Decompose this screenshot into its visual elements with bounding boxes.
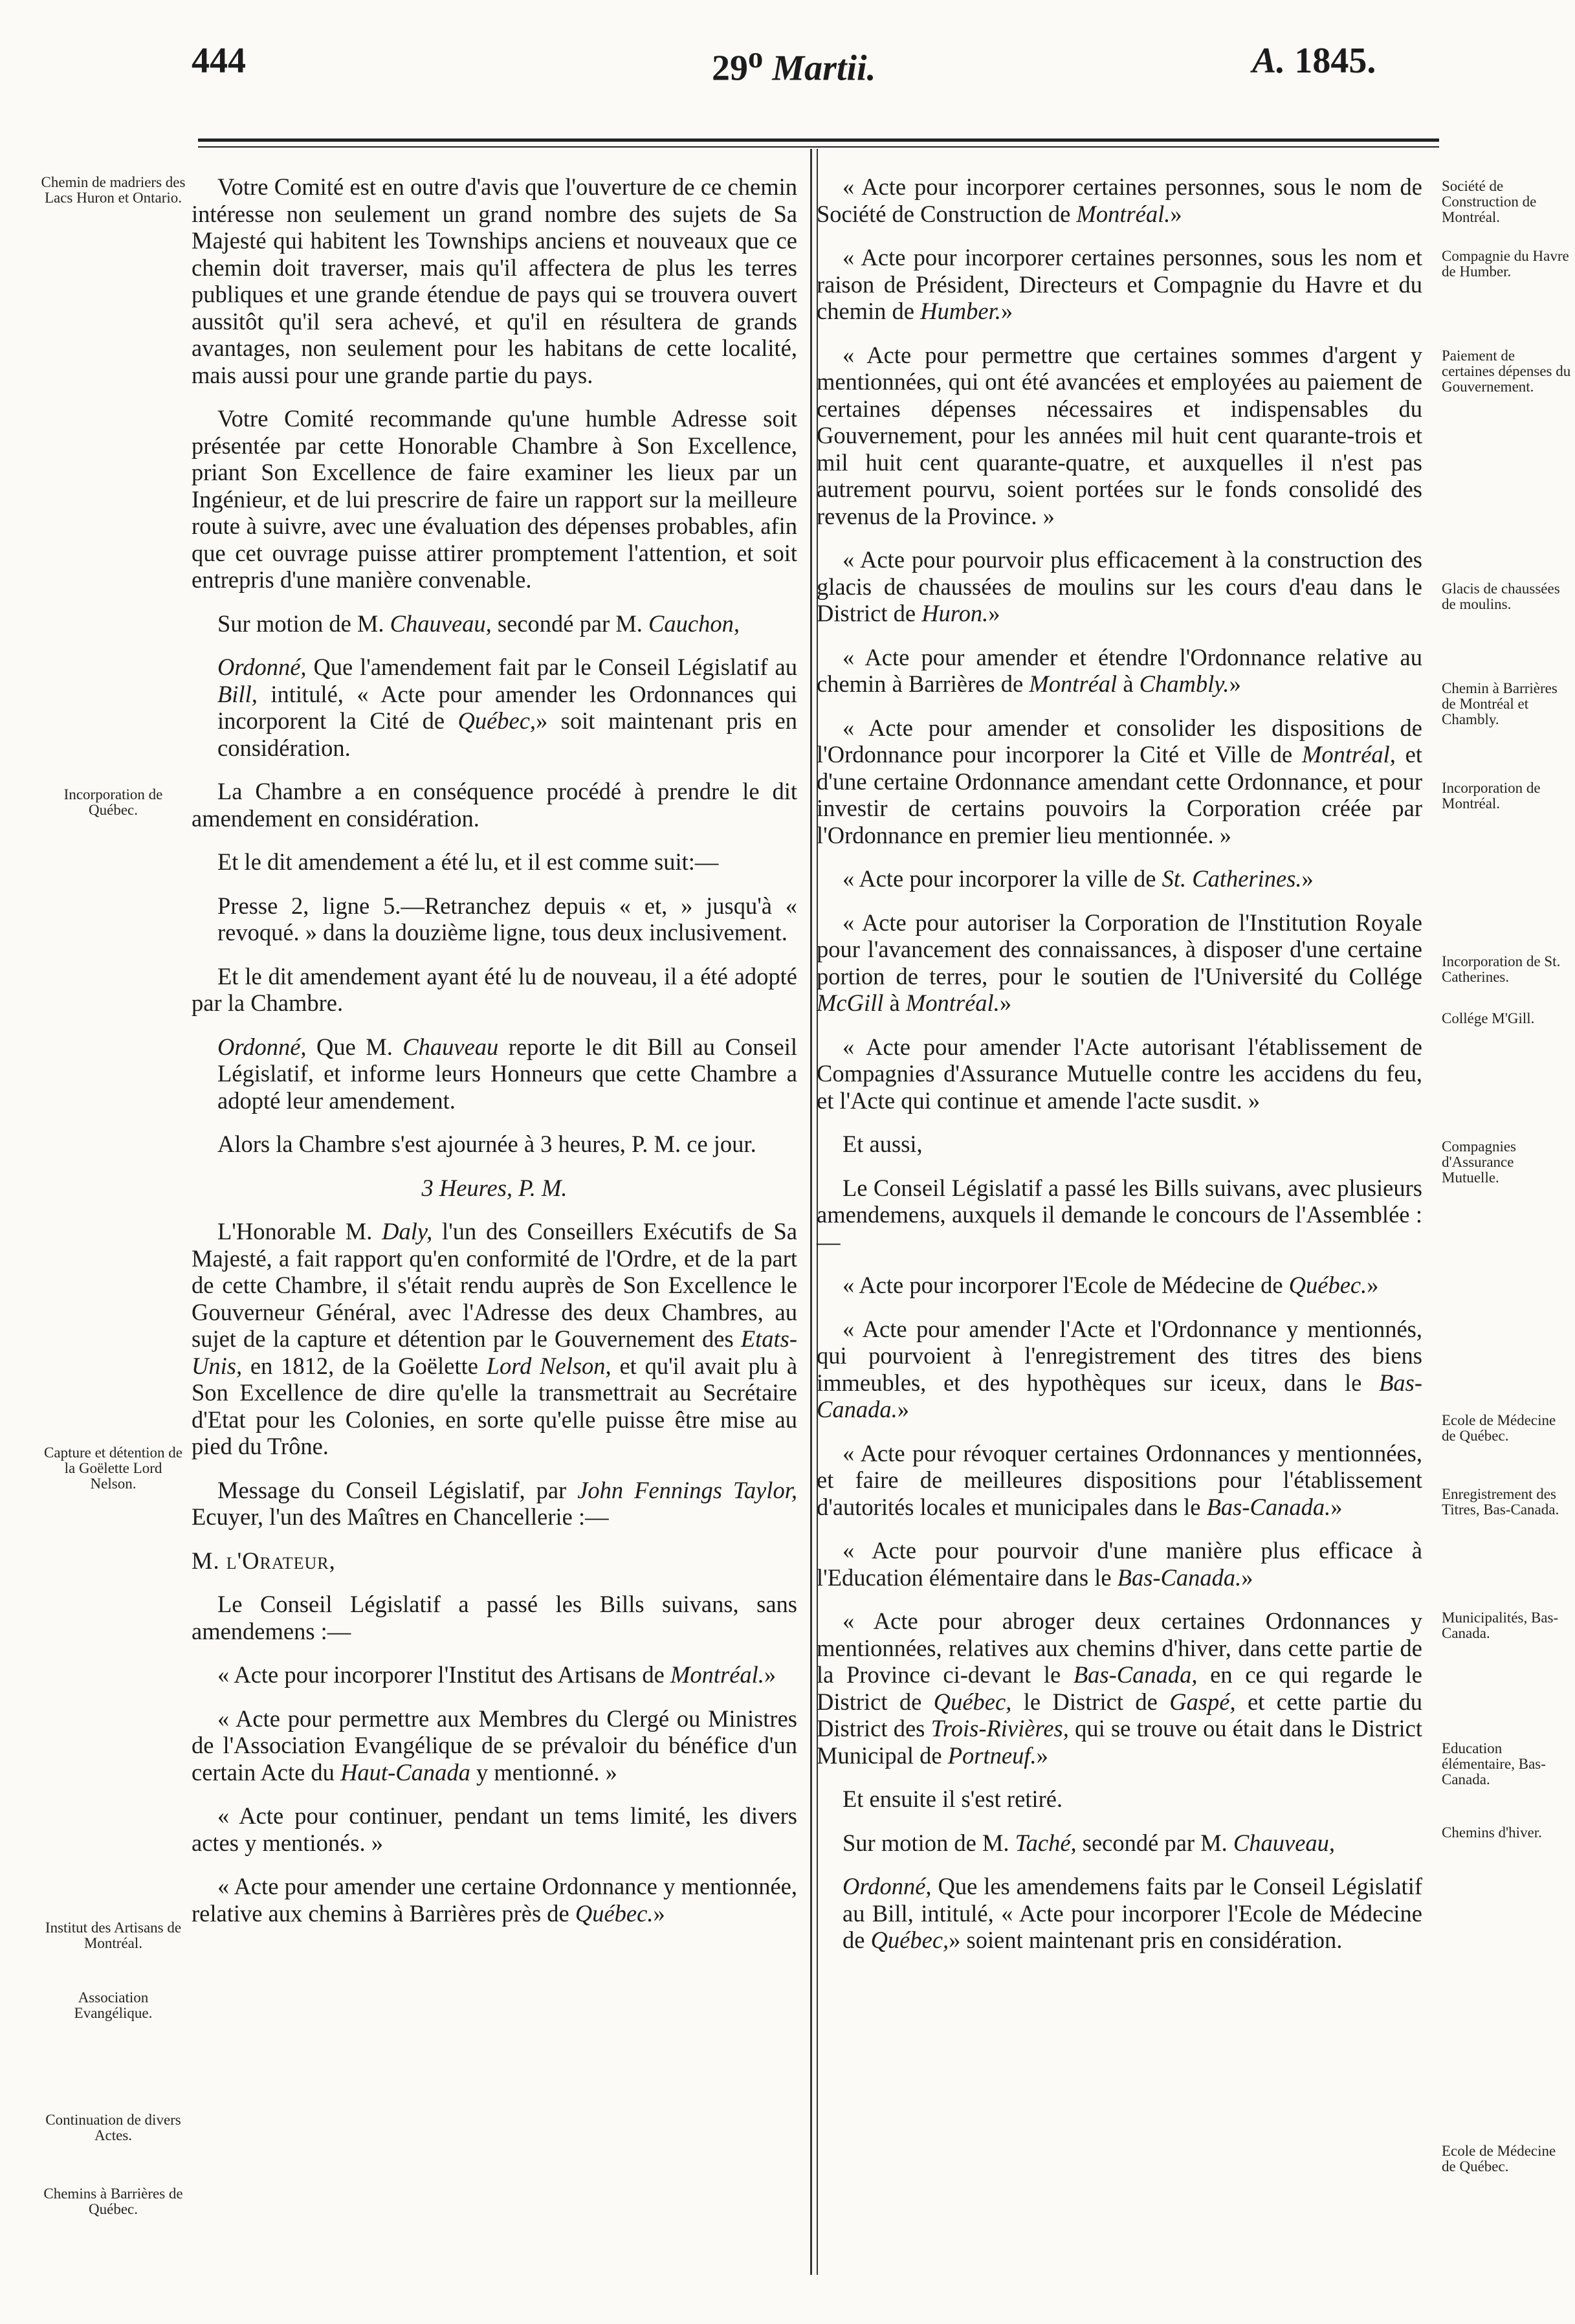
paragraph: [192, 1477, 797, 1531]
paragraph: La Chambre a en conséquence procédé à prendre le dit amendement en considération.: [192, 778, 797, 832]
right-margin-note: Glacis de chaussées de moulins.: [1442, 581, 1560, 612]
text: à: [889, 990, 900, 1016]
person-name: Daly,: [382, 1218, 433, 1245]
text: « Acte pour incorporer la ville de: [843, 865, 1156, 892]
text: « Acte pour incorporer l'Institut des Artisans de: [217, 1661, 665, 1688]
place-name: Bas-Canada.: [1117, 1564, 1242, 1591]
text: Sur motion de M.: [217, 610, 384, 637]
paragraph: Et aussi,: [843, 1131, 923, 1157]
text: « Acte pour abroger deux certaines Ordonnances y mentionnées, relatives aux chemins d'hiver, dans cette partie de la Province ci-devant le: [817, 1608, 1422, 1688]
bill-item: « Acte pour continuer, pendant un tems limité, les divers actes y mentionés. »: [192, 1802, 797, 1856]
heading-text: 3 Heures, P. M.: [421, 1174, 567, 1201]
text: Ecuyer, l'un des Maîtres en Chancellerie :—: [192, 1503, 609, 1530]
place-name: Québec.: [575, 1899, 654, 1927]
right-margin-note: Enregistrement des Titres, Bas-Canada.: [1442, 1486, 1559, 1518]
person-name: Chauveau: [402, 1033, 499, 1060]
paragraph: Et ensuite il s'est retiré.: [843, 1786, 1063, 1812]
bill-item: [817, 1608, 1422, 1769]
date-month: Martii.: [772, 48, 876, 89]
paragraph: [192, 610, 797, 637]
order-label: Ordonné,: [843, 1873, 932, 1899]
bill-item: [817, 546, 1422, 627]
text: l'un des Conseillers Exécutifs de Sa Majesté, a fait rapport qu'en conformité de l'Ordre, et de la part de cette Chambre, il s'était rendu auprès de Son Excellence le Gouverneur Général, avec l'Adresse des deux Chambres, au sujet de la capture et détention par le Gouvernement des: [192, 1218, 798, 1352]
place-name: Québec,: [870, 1927, 949, 1953]
text: « Acte pour pourvoir plus efficacement à la construction des glacis de chaussées de moulins sur les cours d'eau dans le District de: [817, 546, 1422, 626]
place-name: Québec.: [1288, 1272, 1367, 1298]
place-name: Montréal.: [905, 990, 1000, 1016]
ship-name: Lord Nelson,: [486, 1352, 611, 1379]
place-name: Gaspé,: [1169, 1688, 1236, 1715]
bill-item: [817, 865, 1422, 892]
column-divider: [810, 149, 812, 2275]
text: »: [1241, 1564, 1253, 1591]
right-margin-note: Education élémentaire, Bas-Canada.: [1442, 1740, 1546, 1787]
place-name: Etats-Unis,: [192, 1325, 797, 1379]
text: L'Honorable M.: [217, 1218, 373, 1245]
text: et cette partie du District des: [817, 1688, 1423, 1742]
amendment-text: Presse 2, ligne 5.—Retranchez depuis « et, » jusqu'à « revoqué. » dans la douzième ligne, tous deux inclusivement.: [217, 892, 797, 946]
right-margin-note: Chemins d'hiver.: [1442, 1824, 1542, 1841]
paragraph: Et le dit amendement ayant été lu de nouveau, il a été adopté par la Chambre.: [192, 962, 797, 1016]
text: Que l'amendement fait par le Conseil Législatif au: [313, 654, 798, 680]
text: « Acte pour amender une certaine Ordonnance y mentionnée, relative aux chemins à Barrières près de: [192, 1873, 797, 1927]
left-margin-note: Association Evangélique.: [74, 1989, 153, 2021]
text: à: [1123, 670, 1134, 697]
paragraph: Votre Comité recommande qu'une humble Adresse soit présentée par cette Honorable Chambre à Son Excellence, priant Son Excellence de faire examiner les lieux par un Ingénieur, et de lui prescrire de faire un rapport sur la meilleure route à suivre, avec une évaluation des dépenses probables, afin que cet ouvrage puisse attirer promptement l'attention, et soit entrepris d'une manière convenable.: [192, 405, 797, 593]
text: reporte le dit Bill au Conseil Législatif, et informe leurs Honneurs que cette Chambre a adopté leur amendement.: [217, 1033, 797, 1114]
place-name: Québec,: [933, 1688, 1012, 1715]
text: et qu'il avait plu à Son Excellence de dire qu'elle la transmettrait au Secrétaire d'Etat pour les Colonies, en sorte qu'elle puisse être mise au pied du Trône.: [192, 1352, 798, 1459]
text: »: [897, 1396, 909, 1422]
text: »: [1170, 200, 1182, 227]
place-name: Bas-Canada.: [817, 1369, 1423, 1422]
text: « Acte pour amender et consolider les dispositions de l'Ordonnance pour incorporer la Cité et Ville de: [817, 714, 1422, 768]
text: » soient maintenant pris en considération.: [949, 1927, 1343, 1953]
paragraph: [192, 1218, 797, 1460]
text: « Acte pour incorporer l'Ecole de Médecine de: [843, 1272, 1283, 1298]
place-name: Portneuf.: [947, 1742, 1037, 1769]
text: »: [1229, 670, 1241, 697]
text: »: [1330, 1493, 1343, 1520]
paragraph: [817, 1830, 1422, 1857]
place-name: Bas-Canada,: [1073, 1661, 1198, 1688]
text: »: [653, 1899, 665, 1927]
right-margin-note: Chemin à Barrières de Montréal et Chambly.: [1442, 680, 1558, 727]
bill-item: « Acte pour permettre que certaines sommes d'argent y mentionnées, qui ont été avancées et employées au paiement de certaines dépenses nécessaires et indispensables du Gouvernement, pour les années mil huit cent quarante-trois et mil huit cent quarante-quatre, et auxquelles il n'est pas autrement pourvu, soient portées sur le fonds consolidé des revenus de la Province. »: [817, 341, 1422, 529]
text: « Acte pour pourvoir d'une manière plus efficace à l'Education élémentaire dans le: [817, 1537, 1422, 1591]
date-ordinal: o: [748, 41, 764, 74]
text: en ce qui regarde le District de: [817, 1661, 1422, 1715]
page-header: [0, 40, 1575, 92]
right-margin-note: Incorporation de Montréal.: [1442, 780, 1541, 812]
right-margin-note: Collége M'Gill.: [1442, 1010, 1535, 1026]
place-name: Trois-Rivières,: [931, 1715, 1069, 1742]
bill-item: [817, 1440, 1422, 1521]
text: »: [999, 990, 1012, 1016]
header-rule-thin: [198, 146, 1439, 148]
left-margin-note: Chemin de madriers des Lacs Huron et Ontario.: [41, 174, 186, 206]
bill-item: [817, 1272, 1422, 1299]
text: en 1812, de la Goëlette: [250, 1352, 478, 1379]
text: »: [1301, 865, 1314, 892]
right-margin-note: Compagnie du Havre de Humber.: [1442, 248, 1569, 280]
text: « Acte pour amender et étendre l'Ordonnance relative au chemin à Barrières de: [817, 643, 1422, 697]
bill-item: [192, 1705, 797, 1786]
right-margin-note: Ecole de Médecine de Québec.: [1442, 1412, 1556, 1444]
order-label: Ordonné,: [217, 654, 307, 680]
person-name: John Fennings Taylor,: [577, 1476, 797, 1503]
text: « Acte pour permettre aux Membres du Clergé ou Ministres de l'Association Evangélique de se prévaloir du bénéfice d'un certain Acte du: [192, 1705, 797, 1786]
person-name: Cauchon,: [648, 610, 740, 637]
order-paragraph: [217, 654, 797, 761]
text: « Acte pour autoriser la Corporation de l'Institution Royale pour l'avancement des connaissances, à disposer d'une certaine portion de terres, pour le soutien de l'Université du Collége: [817, 909, 1422, 990]
right-margin-note: Compagnies d'Assurance Mutuelle.: [1442, 1138, 1516, 1186]
page-number: 444: [192, 41, 246, 81]
place-name: Québec,: [457, 707, 536, 734]
year-value: 1845.: [1294, 41, 1376, 81]
text: secondé par M.: [497, 610, 643, 637]
place-name: McGill: [817, 990, 884, 1016]
text: Bill,: [217, 680, 258, 707]
text: »: [1367, 1272, 1379, 1298]
place-name: Bas-Canada.: [1206, 1493, 1331, 1520]
left-margin-note: Capture et détention de la Goëlette Lord Nelson.: [44, 1444, 182, 1492]
right-margin-note: Municipalités, Bas-Canada.: [1442, 1610, 1559, 1641]
text: intitulé, « Acte pour amender les Ordonnances qui incorporent la Cité de: [217, 680, 797, 734]
text: et d'une certaine Ordonnance amendant cette Ordonnance, et pour investir de certains pouvoirs la Corporation créée par l'Ordonnance en premier lieu mentionnée. »: [817, 741, 1422, 848]
text: secondé par M.: [1082, 1829, 1228, 1856]
person-name: Chauveau,: [390, 610, 492, 637]
place-name: Montréal.: [1076, 200, 1171, 227]
order-label: Ordonné,: [217, 1033, 307, 1060]
paragraph: Le Conseil Législatif a passé les Bills suivans, sans amendemens :—: [192, 1591, 797, 1644]
text: le District de: [1023, 1688, 1158, 1715]
right-margin-note: Incorporation de St. Catherines.: [1442, 953, 1561, 985]
place-name: Chambly.: [1139, 670, 1229, 697]
place-name: Huron.: [921, 600, 989, 626]
year-prefix: A.: [1252, 41, 1286, 81]
text: »: [1036, 1742, 1048, 1769]
session-year: [1252, 40, 1376, 82]
text: »: [764, 1661, 776, 1688]
text: « Acte pour révoquer certaines Ordonnances y mentionnées, et faire de meilleures dispositions pour l'établissement d'autorités locales et municipales dans le: [817, 1439, 1422, 1520]
right-margin-note: Paiement de certaines dépenses du Gouvernement.: [1442, 348, 1571, 395]
order-paragraph: [843, 1873, 1422, 1954]
place-name: St. Catherines.: [1162, 865, 1302, 892]
text: « Acte pour amender l'Acte et l'Ordonnance y mentionnés, qui pourvoient à l'enregistrement des titres des biens immeubles, et des hypothèques sur iceux, dans le: [817, 1315, 1422, 1396]
right-column: [817, 173, 1422, 1971]
bill-item: [817, 1537, 1422, 1591]
text: Que les amendemens faits par le Conseil Législatif au Bill, intitulé, « Acte pour incorporer l'Ecole de Médecine de: [843, 1873, 1422, 1953]
text: Sur motion de M.: [843, 1829, 1009, 1856]
left-margin-note: Incorporation de Québec.: [63, 786, 163, 818]
section-heading: [192, 1175, 797, 1202]
paragraph: Le Conseil Législatif a passé les Bills suivans, avec plusieurs amendemens, auxquels il demande le concours de l'Assemblée :—: [817, 1174, 1422, 1255]
bill-item: [817, 1316, 1422, 1423]
text: Que M.: [316, 1033, 393, 1060]
text: qui se trouve ou était dans le District Municipal de: [817, 1715, 1423, 1769]
bill-item: [192, 1661, 797, 1688]
right-margin-note: Ecole de Médecine de Québec.: [1442, 2143, 1556, 2175]
person-name: Taché,: [1015, 1829, 1077, 1856]
text: » soit maintenant pris en considération.: [217, 707, 797, 761]
left-margin-note: Institut des Artisans de Montréal.: [45, 1920, 182, 1951]
paragraph: Votre Comité est en outre d'avis que l'ouverture de ce chemin intéresse non seulement un grand nombre des sujets de Sa Majesté qui habitent les Townships anciens et nouveaux que ce chemin doit traverser, mais qu'il affectera de plus les terres publiques et une grande étendue de pays qui se trouvera ouvert aussitôt qu'il sera achevé, et qu'il en résultera de grands avantages, non seulement pour les habitans de cette localité, mais aussi pour une grande partie du pays.: [192, 173, 797, 388]
place-name: Montréal.: [670, 1661, 764, 1688]
text: « Acte pour incorporer certaines personnes, sous les nom et raison de Président, Directeurs et Compagnie du Havre et du chemin de: [817, 244, 1422, 324]
bill-item: [817, 244, 1422, 325]
bill-item: « Acte pour amender l'Acte autorisant l'établissement de Compagnies d'Assurance Mutuelle contre les accidens du feu, et l'Acte qui continue et amende l'acte susdit. »: [817, 1033, 1422, 1114]
place-name: Montréal: [1029, 670, 1118, 697]
text: y mentionné. »: [476, 1758, 617, 1786]
bill-item: [817, 909, 1422, 1017]
bill-item: [817, 644, 1422, 698]
bill-item: [817, 714, 1422, 849]
left-column: [192, 173, 797, 1943]
left-margin-note: Chemins à Barrières de Québec.: [43, 2186, 183, 2217]
bill-item: [817, 173, 1422, 227]
place-name: Haut-Canada: [340, 1758, 470, 1786]
person-name: Chauveau,: [1233, 1829, 1336, 1856]
text: »: [1000, 298, 1013, 324]
salutation: M. l'Orateur,: [192, 1547, 336, 1574]
date-day: 29: [712, 48, 748, 89]
text: Message du Conseil Législatif, par: [217, 1476, 567, 1503]
paragraph: Et le dit amendement a été lu, et il est comme suit:—: [217, 848, 719, 875]
order-paragraph: [217, 1034, 797, 1114]
right-margin-note: Société de Construction de Montréal.: [1442, 178, 1537, 225]
left-margin-note: Continuation de divers Actes.: [45, 2112, 181, 2143]
text: « Acte pour incorporer certaines personnes, sous le nom de Société de Construction de: [817, 173, 1422, 227]
place-name: Humber.: [920, 298, 1001, 324]
text: »: [988, 600, 1000, 626]
session-date: [712, 40, 876, 89]
paragraph: Alors la Chambre s'est ajournée à 3 heures, P. M. ce jour.: [217, 1131, 756, 1157]
header-rule-thick: [198, 138, 1439, 142]
place-name: Montréal,: [1301, 741, 1396, 768]
bill-item: [192, 1873, 797, 1927]
